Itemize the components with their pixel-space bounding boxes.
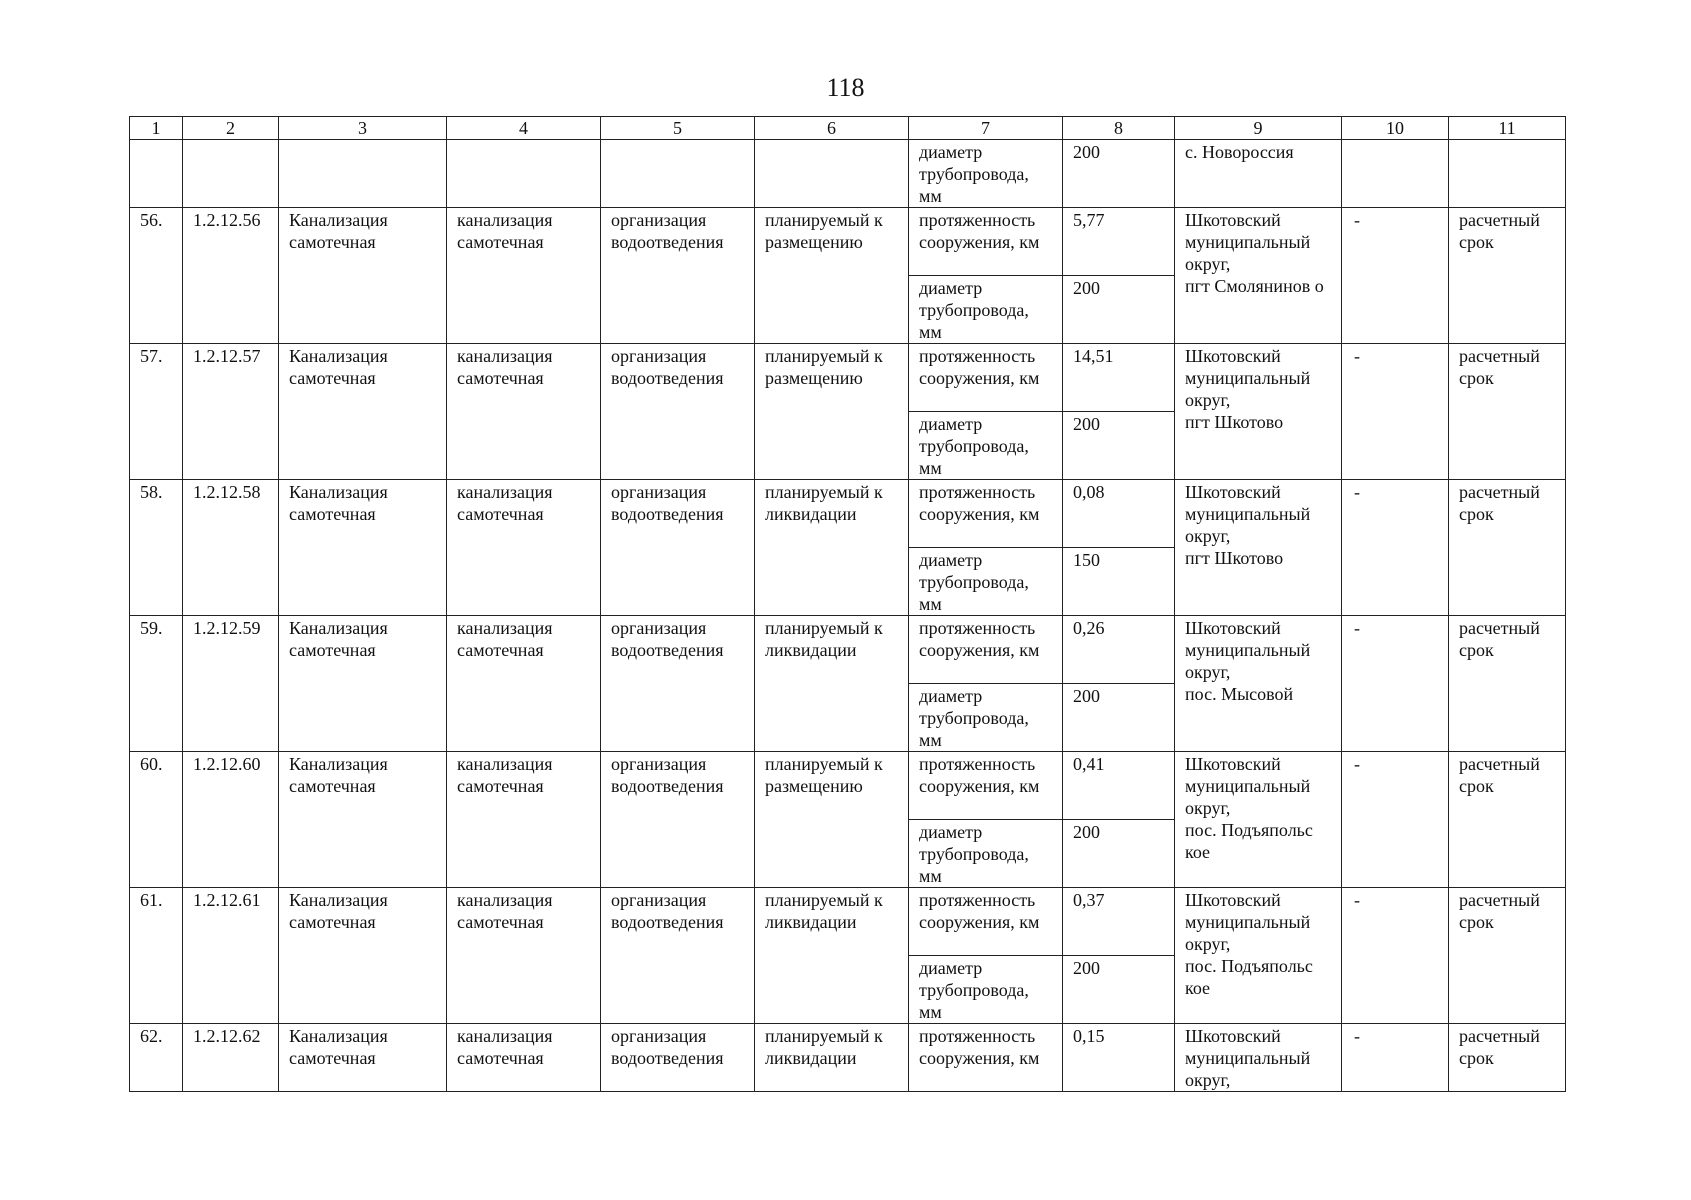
- location-cell: с. Новороссия: [1175, 140, 1342, 208]
- column-number: 2: [183, 117, 279, 140]
- parameter-cell: протяженность сооружения, км: [909, 1024, 1063, 1092]
- object-status: планируемый к ликвидации: [755, 1024, 909, 1092]
- object-status: планируемый к размещению: [755, 752, 909, 888]
- value-cell: 200: [1063, 140, 1175, 208]
- row-number: 59.: [130, 616, 183, 752]
- value-cell: 0,26: [1063, 616, 1175, 684]
- location-settlement: пос. Подъяпольс кое: [1185, 956, 1313, 998]
- object-purpose: организация водоотведения: [601, 616, 755, 752]
- location-cell: [1175, 752, 1342, 888]
- location-cell: [1175, 480, 1342, 616]
- table-row: [130, 888, 1566, 956]
- term-cell: расчетный срок: [1449, 616, 1566, 752]
- table-row: [130, 344, 1566, 412]
- value-cell: 200: [1063, 956, 1175, 1024]
- registry-table: [129, 116, 1566, 1092]
- parameter-cell: протяженность сооружения, км: [909, 616, 1063, 684]
- value-cell: 0,41: [1063, 752, 1175, 820]
- parameter-cell: протяженность сооружения, км: [909, 888, 1063, 956]
- object-purpose: организация водоотведения: [601, 1024, 755, 1092]
- column-number: 7: [909, 117, 1063, 140]
- value-cell: 200: [1063, 684, 1175, 752]
- location-district: Шкотовский муниципальный округ,: [1185, 482, 1311, 546]
- object-code: 1.2.12.59: [183, 616, 279, 752]
- parameter-cell: диаметр трубопровода, мм: [909, 412, 1063, 480]
- row-number: 57.: [130, 344, 183, 480]
- object-purpose: организация водоотведения: [601, 208, 755, 344]
- parameter-cell: протяженность сооружения, км: [909, 208, 1063, 276]
- page-number: 118: [826, 73, 865, 102]
- location-settlement: пос. Мысовой: [1185, 684, 1294, 704]
- column-number: 10: [1342, 117, 1449, 140]
- object-type: канализация самотечная: [447, 616, 601, 752]
- object-status: планируемый к размещению: [755, 208, 909, 344]
- row-number: 60.: [130, 752, 183, 888]
- value-cell: 200: [1063, 276, 1175, 344]
- object-purpose: организация водоотведения: [601, 752, 755, 888]
- column-number: 5: [601, 117, 755, 140]
- zone-cell: -: [1342, 752, 1449, 888]
- value-cell: 150: [1063, 548, 1175, 616]
- value-cell: 5,77: [1063, 208, 1175, 276]
- object-purpose: организация водоотведения: [601, 344, 755, 480]
- location-settlement: пгт Шкотово: [1185, 548, 1284, 568]
- object-type: канализация самотечная: [447, 1024, 601, 1092]
- object-purpose: организация водоотведения: [601, 480, 755, 616]
- location-district: Шкотовский муниципальный округ,: [1185, 210, 1311, 274]
- parameter-cell: протяженность сооружения, км: [909, 752, 1063, 820]
- table-row: [130, 208, 1566, 276]
- column-number: 11: [1449, 117, 1566, 140]
- term-cell: расчетный срок: [1449, 1024, 1566, 1092]
- object-status: планируемый к ликвидации: [755, 480, 909, 616]
- term-cell: расчетный срок: [1449, 208, 1566, 344]
- location-cell: [1175, 888, 1342, 1024]
- parameter-cell: диаметр трубопровода, мм: [909, 820, 1063, 888]
- column-number: 3: [279, 117, 447, 140]
- object-purpose: организация водоотведения: [601, 888, 755, 1024]
- object-name: Канализация самотечная: [279, 344, 447, 480]
- object-name: Канализация самотечная: [279, 208, 447, 344]
- location-cell: [1175, 344, 1342, 480]
- term-cell: расчетный срок: [1449, 344, 1566, 480]
- value-cell: 0,37: [1063, 888, 1175, 956]
- object-status: планируемый к размещению: [755, 344, 909, 480]
- table-row: [130, 1024, 1566, 1092]
- row-number: 56.: [130, 208, 183, 344]
- value-cell: 200: [1063, 820, 1175, 888]
- column-number-row: [130, 117, 1566, 140]
- term-cell: расчетный срок: [1449, 480, 1566, 616]
- column-number: 9: [1175, 117, 1342, 140]
- parameter-cell: протяженность сооружения, км: [909, 344, 1063, 412]
- table-row: [130, 752, 1566, 820]
- location-settlement: пгт Смолянинов о: [1185, 276, 1324, 296]
- object-name: Канализация самотечная: [279, 480, 447, 616]
- location-cell: Шкотовский муниципальный округ,: [1175, 1024, 1342, 1092]
- location-cell: [1175, 616, 1342, 752]
- object-type: канализация самотечная: [447, 208, 601, 344]
- location-district: Шкотовский муниципальный округ,: [1185, 618, 1311, 682]
- column-number: 8: [1063, 117, 1175, 140]
- term-cell: расчетный срок: [1449, 888, 1566, 1024]
- object-code: 1.2.12.58: [183, 480, 279, 616]
- object-code: 1.2.12.60: [183, 752, 279, 888]
- object-type: канализация самотечная: [447, 480, 601, 616]
- parameter-cell: диаметр трубопровода, мм: [909, 548, 1063, 616]
- object-status: планируемый к ликвидации: [755, 888, 909, 1024]
- parameter-cell: диаметр трубопровода, мм: [909, 684, 1063, 752]
- term-cell: расчетный срок: [1449, 752, 1566, 888]
- zone-cell: -: [1342, 480, 1449, 616]
- row-number: 62.: [130, 1024, 183, 1092]
- parameter-cell: диаметр трубопровода, мм: [909, 956, 1063, 1024]
- table-row: [130, 616, 1566, 684]
- zone-cell: -: [1342, 1024, 1449, 1092]
- row-number: 58.: [130, 480, 183, 616]
- parameter-cell: протяженность сооружения, км: [909, 480, 1063, 548]
- location-settlement: пос. Подъяпольс кое: [1185, 820, 1313, 862]
- object-status: планируемый к ликвидации: [755, 616, 909, 752]
- object-code: 1.2.12.62: [183, 1024, 279, 1092]
- column-number: 1: [130, 117, 183, 140]
- column-number: 6: [755, 117, 909, 140]
- object-name: Канализация самотечная: [279, 888, 447, 1024]
- continuation-row: [130, 140, 1566, 208]
- location-cell: [1175, 208, 1342, 344]
- zone-cell: -: [1342, 888, 1449, 1024]
- value-cell: 14,51: [1063, 344, 1175, 412]
- location-district: Шкотовский муниципальный округ,: [1185, 346, 1311, 410]
- object-type: канализация самотечная: [447, 888, 601, 1024]
- parameter-cell: диаметр трубопровода, мм: [909, 140, 1063, 208]
- table-row: [130, 480, 1566, 548]
- location-district: Шкотовский муниципальный округ,: [1185, 754, 1311, 818]
- location-district: Шкотовский муниципальный округ,: [1185, 890, 1311, 954]
- zone-cell: -: [1342, 616, 1449, 752]
- object-name: Канализация самотечная: [279, 752, 447, 888]
- value-cell: 0,08: [1063, 480, 1175, 548]
- zone-cell: -: [1342, 344, 1449, 480]
- object-code: 1.2.12.57: [183, 344, 279, 480]
- object-code: 1.2.12.61: [183, 888, 279, 1024]
- value-cell: 0,15: [1063, 1024, 1175, 1092]
- object-type: канализация самотечная: [447, 752, 601, 888]
- row-number: 61.: [130, 888, 183, 1024]
- zone-cell: -: [1342, 208, 1449, 344]
- object-code: 1.2.12.56: [183, 208, 279, 344]
- column-number: 4: [447, 117, 601, 140]
- object-type: канализация самотечная: [447, 344, 601, 480]
- object-name: Канализация самотечная: [279, 1024, 447, 1092]
- object-name: Канализация самотечная: [279, 616, 447, 752]
- value-cell: 200: [1063, 412, 1175, 480]
- location-settlement: пгт Шкотово: [1185, 412, 1284, 432]
- parameter-cell: диаметр трубопровода, мм: [909, 276, 1063, 344]
